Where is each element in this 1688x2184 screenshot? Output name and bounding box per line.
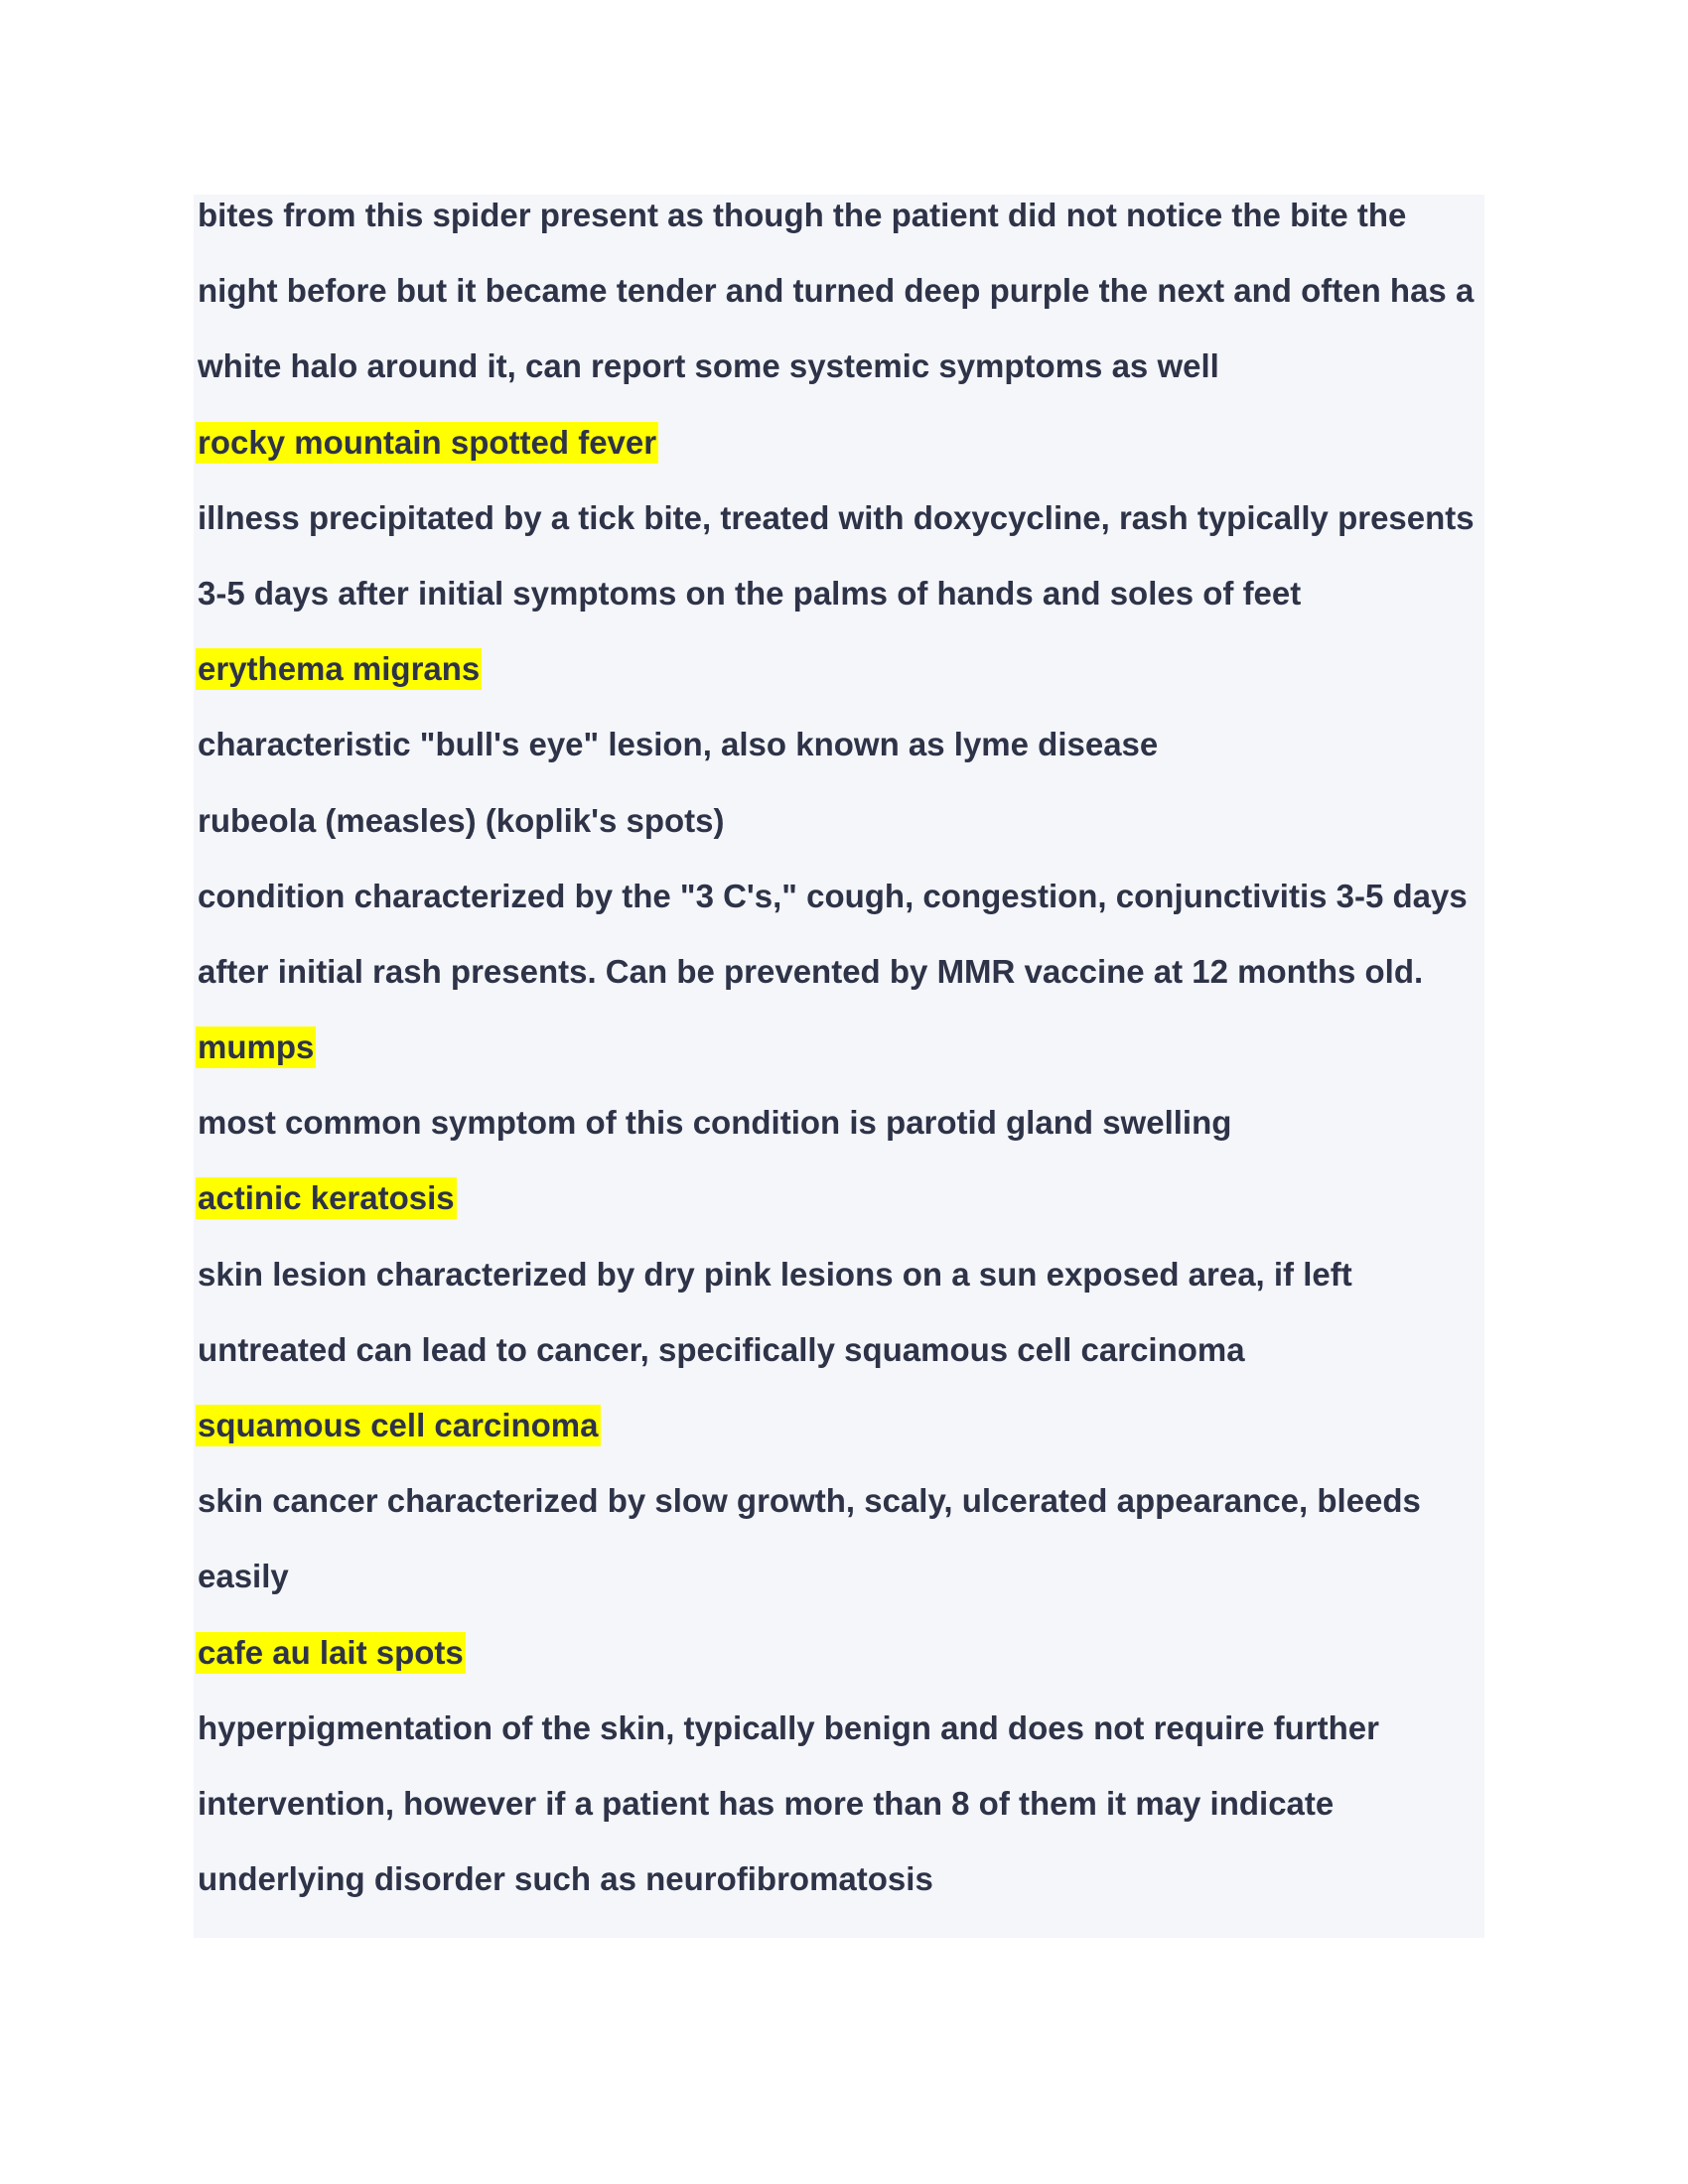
definition-line: most common symptom of this condition is parotid gland swelling <box>198 1104 1232 1142</box>
definition-line: untreated can lead to cancer, specifically squamous cell carcinoma <box>198 1330 1245 1368</box>
definition-line: illness precipitated by a tick bite, treated with doxycycline, rash typically presents <box>198 498 1475 536</box>
term-heading: squamous cell carcinoma <box>198 1405 1488 1480</box>
definition-line: intervention, however if a patient has more than 8 of them it may indicate <box>198 1784 1335 1822</box>
term-heading: erythema migrans <box>198 648 1488 724</box>
term-heading: mumps <box>198 1026 1488 1102</box>
flashcard-text <box>198 195 1488 1934</box>
term-heading: actinic keratosis <box>198 1177 1488 1253</box>
definition-line: hyperpigmentation of the skin, typically benign and does not require further <box>198 1708 1379 1746</box>
term-heading: cafe au lait spots <box>198 1632 1488 1707</box>
term-heading: rocky mountain spotted fever <box>198 422 1488 497</box>
definition-line: skin cancer characterized by slow growth, scaly, ulcerated appearance, bleeds <box>198 1482 1421 1520</box>
definition-line: 3-5 days after initial symptoms on the palms of hands and soles of feet <box>198 574 1302 612</box>
definition-line: condition characterized by the "3 C's," cough, congestion, conjunctivitis 3-5 days <box>198 877 1468 914</box>
definition-line: skin lesion characterized by dry pink lesions on a sun exposed area, if left <box>198 1255 1352 1293</box>
definition-line: underlying disorder such as neurofibromatosis <box>198 1860 933 1898</box>
definition-line: night before but it became tender and turned deep purple the next and often has a <box>198 272 1475 310</box>
term-heading-plain: rubeola (measles) (koplik's spots) <box>198 801 725 839</box>
definition-line: easily <box>198 1558 289 1595</box>
definition-line: after initial rash presents. Can be prevented by MMR vaccine at 12 months old. <box>198 952 1424 990</box>
definition-line: bites from this spider present as though the patient did not notice the bite the <box>198 197 1407 233</box>
definition-line: white halo around it, can report some systemic symptoms as well <box>198 347 1219 385</box>
definition-line: characteristic "bull's eye" lesion, also known as lyme disease <box>198 726 1159 763</box>
